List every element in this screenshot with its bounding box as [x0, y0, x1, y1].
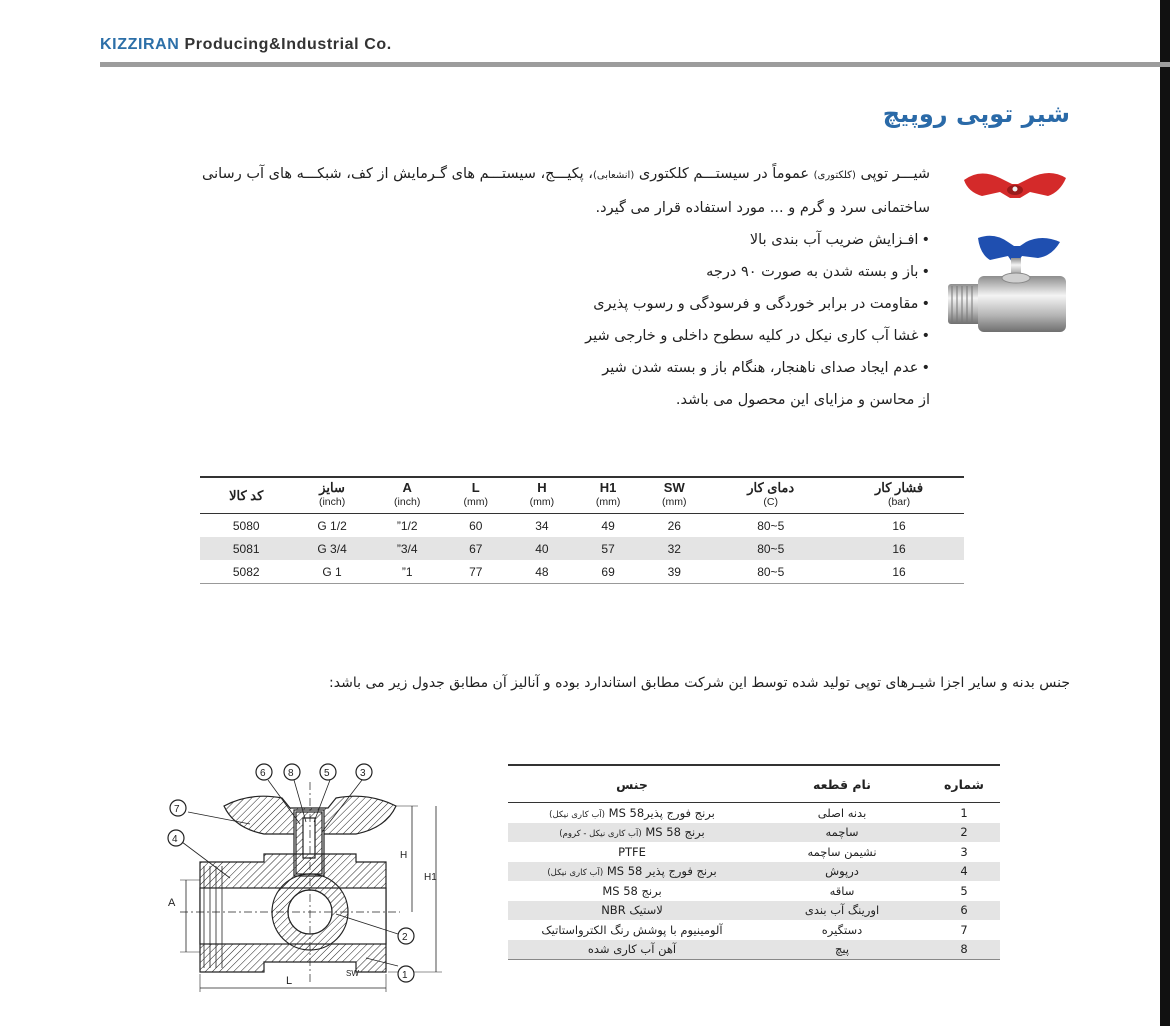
- feature-item: • باز و بسته شدن به صورت ۹۰ درجه: [100, 256, 930, 288]
- intro-line-2: ساختمانی سرد و گرم و ... مورد استفاده قرار می گیرد.: [595, 200, 930, 216]
- svg-text:7: 7: [174, 804, 180, 815]
- table-row: 16 5~80 39 69 48 77 1” G 1 5082: [200, 560, 964, 584]
- feature-list: [100, 224, 930, 384]
- brand-name: KIZZIRAN: [100, 36, 180, 53]
- page-edge-bar: [1160, 0, 1170, 1026]
- dim-h1-label: H1: [424, 872, 437, 883]
- svg-text:5: 5: [324, 768, 330, 779]
- parts-header-material: جنس: [508, 765, 756, 803]
- page-title: شیر توپی روپیچ: [882, 100, 1070, 128]
- callout-4: [168, 830, 184, 846]
- page-header: [100, 36, 392, 54]
- feature-item: • افـزایش ضریب آب بندی بالا: [100, 224, 930, 256]
- parts-header-row: [508, 765, 1000, 803]
- spec-header-sw: SW (mm): [641, 477, 707, 514]
- callout-1: [398, 966, 414, 982]
- table-row: 2 ساچمه برنج MS 58 (آب کاری نیکل - کروم): [508, 823, 1000, 843]
- spec-header-h1: H1 (mm): [575, 477, 641, 514]
- parts-header-number: شماره: [928, 765, 1000, 803]
- table-row: 5 ساقه برنج MS 58: [602, 883, 968, 898]
- material-note: جنس بدنه و سایر اجزا شیـرهای توپی تولید شده توسط این شرکت مطابق استاندارد بوده و آنالیز آن مطابق جدول زیر می باشد:: [329, 675, 1070, 691]
- red-handle-image: [960, 162, 1070, 212]
- intro-closing: از محاسن و مزایای این محصول می باشد.: [675, 392, 930, 408]
- spec-header-l: L (mm): [443, 477, 509, 514]
- parts-header-name: نام قطعه: [756, 765, 928, 803]
- table-row: 1 بدنه اصلی برنج فورج پذیرMS 58 (آب کاری نیکل): [549, 805, 968, 820]
- intro-line-1: شیـــر توپی (کلکتوری) عموماً در سیستـــم کلکتوری (انشعابی)، پکیـــج، سیستـــم های گـرمایش از کف، شبکـــه های آب رسانی: [202, 166, 930, 182]
- intro-text: [100, 158, 930, 416]
- company-name: Producing&Industrial Co.: [184, 36, 392, 53]
- dim-h-label: H: [400, 850, 408, 861]
- svg-text:4: 4: [172, 834, 178, 845]
- feature-item: • عدم ایجاد صدای ناهنجار، هنگام باز و بسته شدن شیر: [100, 352, 930, 384]
- table-row: 6 اورینگ آب بندی لاستیک NBR: [508, 901, 1000, 921]
- svg-text:6: 6: [260, 768, 266, 779]
- spec-header-temp: دمای کار (C): [707, 477, 834, 514]
- svg-text:8: 8: [288, 768, 294, 779]
- callout-3: [356, 764, 372, 780]
- dim-sw-label: SW: [346, 969, 359, 978]
- callout-6: [256, 764, 272, 780]
- blue-valve-image: [938, 232, 1078, 342]
- callout-2: [398, 928, 414, 944]
- table-row: 3 نشیمن ساچمه PTFE: [618, 844, 968, 859]
- dim-a-label: A: [168, 897, 176, 909]
- feature-item: • غشا آب کاری نیکل در کلیه سطوح داخلی و خارجی شیر: [100, 320, 930, 352]
- table-row: 16 5~80 32 57 40 67 3/4” G 3/4 5081: [200, 537, 964, 560]
- spec-table: [200, 476, 964, 584]
- table-row: 16 5~80 26 49 34 60 1/2” G 1/2 5080: [232, 518, 906, 533]
- spec-header-a: A (inch): [372, 477, 443, 514]
- header-rule: [100, 62, 1170, 67]
- parts-table: [508, 764, 1000, 960]
- callout-7: [170, 800, 186, 816]
- dim-l-label: L: [286, 975, 293, 987]
- table-row: 8 پیچ آهن آب کاری شده: [508, 940, 1000, 960]
- spec-header-row: [200, 477, 964, 514]
- spec-header-code: کد کالا: [200, 477, 292, 514]
- spec-header-h: H (mm): [509, 477, 575, 514]
- valve-section-drawing: [160, 762, 460, 994]
- feature-item: • مقاومت در برابر خوردگی و فرسودگی و رسوب پذیری: [100, 288, 930, 320]
- callout-8: [284, 764, 300, 780]
- spec-header-size: سایز (inch): [292, 477, 371, 514]
- table-row: 7 دستگیره آلومینیوم با پوشش رنگ الکترواستاتیک: [541, 922, 968, 937]
- spec-header-pressure: فشار کار (bar): [834, 477, 964, 514]
- svg-text:1: 1: [402, 970, 408, 981]
- table-row: 4 درپوش برنج فورج پذیر MS 58 (آب کاری نیکل): [508, 862, 1000, 882]
- svg-text:2: 2: [402, 932, 408, 943]
- svg-text:3: 3: [360, 768, 366, 779]
- callout-5: [320, 764, 336, 780]
